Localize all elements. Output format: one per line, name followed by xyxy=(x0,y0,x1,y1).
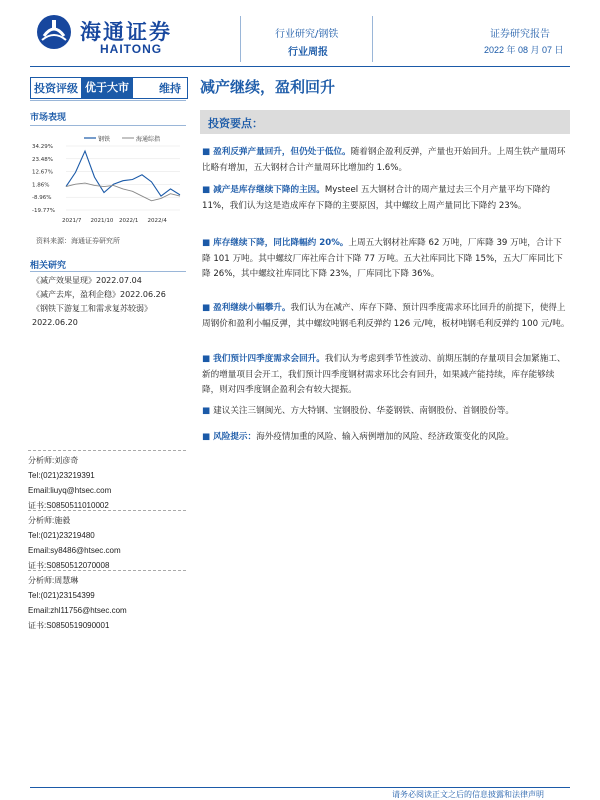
y-tick-label: 34.29% xyxy=(32,144,53,150)
key-point-item xyxy=(202,145,570,176)
rating-rule xyxy=(30,100,186,101)
brand-name-cn: 海通证券 xyxy=(80,19,172,44)
rating-bar xyxy=(30,77,188,99)
market-performance-chart xyxy=(30,130,186,230)
key-point-item xyxy=(202,352,570,399)
rating-label: 投资评级 xyxy=(34,82,78,95)
footer-rule xyxy=(30,787,570,788)
key-point-item xyxy=(202,404,570,420)
analyst-name: 分析师:刘彦奇 xyxy=(28,456,79,465)
bullet-icon: ■ xyxy=(202,238,211,248)
key-point-lead: 盈利继续小幅攀升。 xyxy=(213,303,291,313)
report-title: 减产继续，盈利回升 xyxy=(200,78,336,96)
y-tick-label: -8.96% xyxy=(32,195,52,202)
analyst-cert: 证书:S0850511010002 xyxy=(28,501,109,510)
analyst-email[interactable]: Email:sy8486@htsec.com xyxy=(28,546,121,555)
key-point-lead: 风险提示： xyxy=(213,432,257,442)
key-point-text: 建议关注三钢闽光、方大特钢、宝钢股份、华菱钢铁、南钢股份、首钢股份等。 xyxy=(213,406,514,416)
bullet-icon: ■ xyxy=(202,354,211,364)
bullet-icon: ■ xyxy=(202,303,211,313)
analyst-name: 分析师:施毅 xyxy=(28,516,71,525)
legend-steel: 钢铁 xyxy=(98,136,111,143)
analyst-email[interactable]: Email:liuyq@htsec.com xyxy=(28,486,112,495)
related-heading: 相关研究 xyxy=(30,261,67,271)
haitong-logo-icon xyxy=(36,14,72,50)
key-point-lead: 我们预计四季度需求会回升。 xyxy=(213,354,325,364)
header-divider xyxy=(372,16,373,62)
key-point-text: 上周五大钢材社库降 62 万吨，厂库降 39 万吨，合计下降 101 万吨。其中螺纹厂库社库合计下降 77 万吨。五大社库同比下降 15%，五大厂库同比下降 26%，其中螺纹社库同比下降 23%，厂库同比下降 36%。 xyxy=(202,238,563,279)
key-point-text: 随着钢企盈利反弹，产量也开始回升。上周生铁产量周环比略有增加，五大钢材合计产量周环比增加约 1.6%。 xyxy=(202,147,566,173)
x-tick-label: 2022/1 xyxy=(119,218,139,224)
y-tick-label: 23.48% xyxy=(32,156,53,163)
industry-label: 行业研究/钢铁 xyxy=(275,29,339,40)
related-item[interactable]: 《减产效果显现》2022.07.04 xyxy=(32,276,142,285)
market-rule xyxy=(30,125,186,126)
related-list xyxy=(32,274,188,330)
analyst-email[interactable]: Email:zhl11756@htsec.com xyxy=(28,606,127,615)
related-rule xyxy=(30,271,186,272)
key-point-lead: 盈利反弹产量回升，但仍处于低位。 xyxy=(213,147,351,157)
y-tick-label: -19.77% xyxy=(32,208,55,214)
analyst-tel: Tel:(021)23219391 xyxy=(28,471,95,480)
key-point-item xyxy=(202,236,570,283)
key-point-item xyxy=(202,301,570,332)
analyst-card xyxy=(28,510,186,573)
report-type: 证券研究报告 xyxy=(490,29,550,40)
header-divider xyxy=(240,16,241,62)
key-points-heading: 投资要点： xyxy=(208,117,263,130)
chart-source: 资料来源：海通证券研究所 xyxy=(36,237,120,245)
key-point-lead: 库存继续下降，同比降幅约 20%。 xyxy=(213,238,349,248)
x-tick-label: 2021/10 xyxy=(90,218,114,224)
rating-status: 维持 xyxy=(159,82,181,95)
analyst-cert: 证书:S0850519090001 xyxy=(28,621,110,630)
bullet-icon: ■ xyxy=(202,406,211,416)
key-point-lead: 减产是库存继续下降的主因。 xyxy=(213,185,325,195)
key-point-text: 我们认为考虑到季节性波动、前期压制的存量项目会加紧施工、新的增量项目会开工，我们预计四季度钢材需求环比会有回升，如果减产能持续，库存能够续降，则对四季度钢企盈利会有较大提振。 xyxy=(202,354,566,395)
key-points-header xyxy=(200,110,570,134)
report-date: 2022 年 08 月 07 日 xyxy=(484,45,564,55)
x-tick-label: 2022/4 xyxy=(147,218,167,224)
analyst-name: 分析师:周慧琳 xyxy=(28,576,79,585)
market-heading: 市场表现 xyxy=(30,113,67,123)
rating-value: 优于大市 xyxy=(81,78,133,98)
report-kind: 行业周报 xyxy=(288,47,328,58)
y-tick-label: 1.86% xyxy=(32,182,50,189)
bullet-icon: ■ xyxy=(202,147,211,157)
key-point-item xyxy=(202,430,570,446)
related-item[interactable]: 《钢铁下游复工和需求复苏较弱》2022.06.20 xyxy=(32,304,152,327)
series-line-index xyxy=(66,183,180,201)
analyst-card xyxy=(28,570,186,633)
x-tick-label: 2021/7 xyxy=(62,218,82,224)
header-rule xyxy=(30,66,570,67)
analyst-card xyxy=(28,450,186,513)
analyst-tel: Tel:(021)23219480 xyxy=(28,531,95,540)
legend-index: 海通综指 xyxy=(136,136,161,143)
bullet-icon: ■ xyxy=(202,432,211,442)
key-point-text: 我们认为在减产、库存下降、预计四季度需求环比回升的前提下，使得上周钢价和盈利小幅反弹，其中螺纹吨钢毛利反弹约 126 元/吨，板材吨钢毛利反弹约 100 元/吨。 xyxy=(202,303,570,329)
key-point-text: Mysteel 五大钢材合计的周产量过去三个月产量平均下降约 11%，我们认为这是造成库存下降的主要原因，其中螺纹上周产量同比下降约 23%。 xyxy=(202,185,550,211)
key-point-item xyxy=(202,183,570,214)
footer-disclaimer: 请务必阅读正文之后的信息披露和法律声明 xyxy=(392,790,544,799)
key-point-text: 海外疫情加重的风险、输入病例增加的风险、经济政策变化的风险。 xyxy=(256,432,514,442)
analyst-cert: 证书:S0850512070008 xyxy=(28,561,110,570)
bullet-icon: ■ xyxy=(202,185,211,195)
brand-name-en: HAITONG xyxy=(100,42,163,56)
analyst-tel: Tel:(021)23154399 xyxy=(28,591,95,600)
y-tick-label: 12.67% xyxy=(32,169,53,176)
related-item[interactable]: 《减产去库，盈利企稳》2022.06.26 xyxy=(32,290,166,299)
